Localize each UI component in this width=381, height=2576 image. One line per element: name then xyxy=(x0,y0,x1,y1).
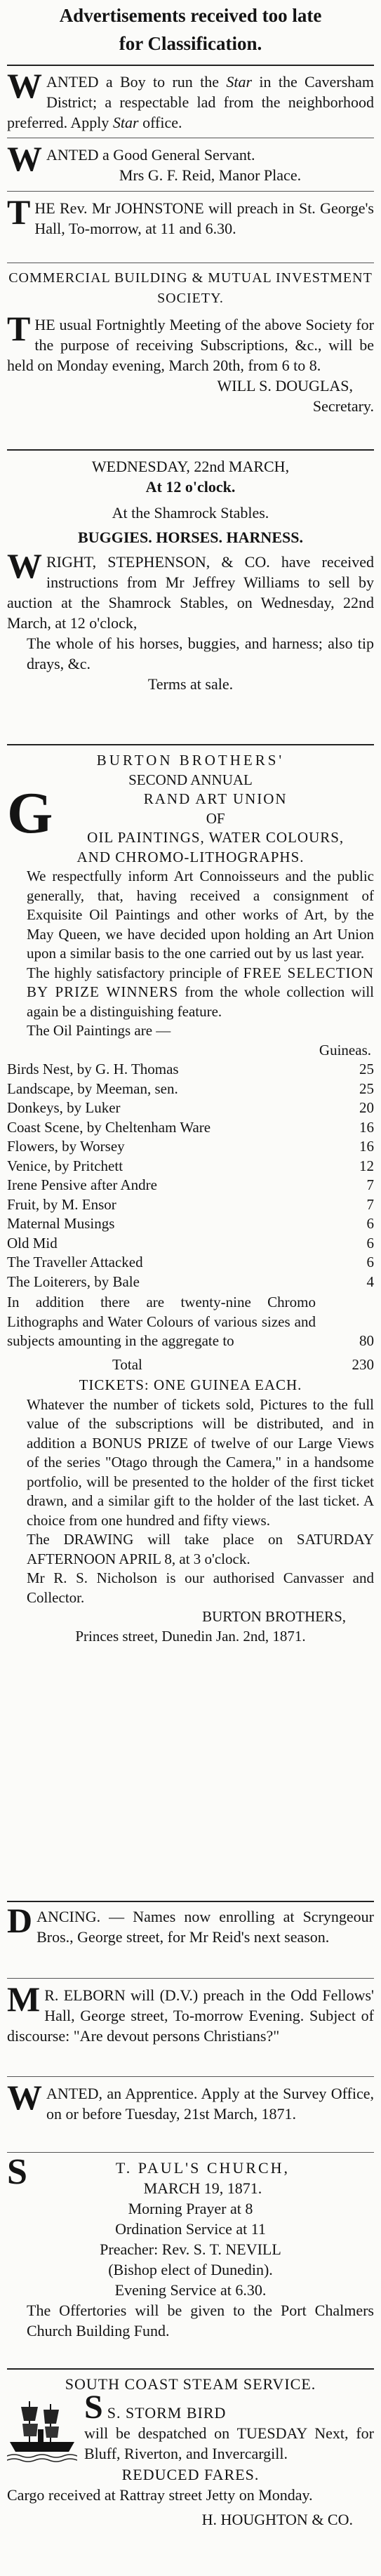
signature: WILL S. DOUGLAS, xyxy=(217,377,353,394)
divider xyxy=(7,1978,374,1979)
address: Princes street, Dunedin Jan. 2nd, 1871. xyxy=(75,1627,306,1645)
price-row xyxy=(7,1137,374,1157)
item-value: 25 xyxy=(359,1080,374,1097)
ad-wanted-boy xyxy=(7,66,375,133)
service-line: Ordination Service at 11 xyxy=(115,2220,266,2238)
auction-time: At 12 o'clock. xyxy=(145,478,236,496)
header-line-2: for Classification. xyxy=(119,33,262,54)
ad-text: office. xyxy=(142,114,182,131)
ad-text: R. ELBORN will (D.V.) preach in the Odd Fellows' Hall, George street, To-morrow Evening. Subject of discourse: "Are devout persons Christians?" xyxy=(7,1986,374,2045)
item-value: 16 xyxy=(359,1118,374,1136)
item-value: 7 xyxy=(366,1176,374,1193)
item-name: Venice, by Pritchett xyxy=(7,1157,123,1174)
service-line: (Bishop elect of Dunedin). xyxy=(108,2261,273,2278)
price-row xyxy=(7,1060,374,1080)
price-row xyxy=(7,1234,374,1254)
ad-title: BURTON BROTHERS' xyxy=(96,752,285,769)
divider xyxy=(7,2368,374,2370)
divider xyxy=(7,449,374,451)
ad-wanted-servant xyxy=(7,139,374,185)
item-name: Maternal Musings xyxy=(7,1215,115,1232)
signature: BURTON BROTHERS, xyxy=(202,1608,346,1625)
ad-text: ANTED a Good General Servant. xyxy=(46,146,255,164)
drop-cap: M xyxy=(7,1979,41,2019)
ad-text: ANCING. — Names now enrolling at Scryngeour Bros., George street, for Mr Reid's next season. xyxy=(36,1908,374,1946)
ad-text: Cargo received at Rattray street Jetty on Monday. xyxy=(7,2486,313,2504)
ad-text: The Oil Paintings are — xyxy=(27,1022,171,1039)
ad-text: ANTED, an Apprentice. Apply at the Survey Office, on or before Tuesday, 21st March, 1871. xyxy=(46,2085,374,2123)
drop-cap: T xyxy=(7,309,31,348)
signature: H. HOUGHTON & CO. xyxy=(201,2511,353,2528)
auction-heading: BUGGIES. HORSES. HARNESS. xyxy=(78,529,303,546)
ad-title: SOUTH COAST STEAM SERVICE. xyxy=(65,2375,316,2393)
item-name: Flowers, by Worsey xyxy=(7,1138,125,1155)
divider xyxy=(7,65,374,66)
item-name: Birds Nest, by G. H. Thomas xyxy=(7,1061,179,1077)
drop-cap: S xyxy=(84,2389,103,2426)
total-label: Total xyxy=(112,1355,142,1373)
ad-title: AND CHROMO-LITHOGRAPHS. xyxy=(76,848,305,865)
drop-cap: W xyxy=(7,139,42,178)
total-value: 230 xyxy=(352,1355,374,1373)
guineas-header: Guineas. xyxy=(319,1041,371,1058)
item-value: 6 xyxy=(366,1254,374,1270)
item-name: Coast Scene, by Cheltenham Ware xyxy=(7,1118,211,1136)
ad-title: T. PAUL'S CHURCH, xyxy=(115,2159,290,2177)
steamship-icon xyxy=(7,2397,77,2464)
ad-text: will be despatched on TUESDAY Next, for Bluff, Riverton, and Invercargill. xyxy=(84,2424,374,2462)
ad-title: OIL PAINTINGS, WATER COLOURS, xyxy=(87,829,345,846)
price-row xyxy=(7,1098,374,1118)
ad-title: RAND ART UNION xyxy=(143,790,288,807)
drop-cap: T xyxy=(7,192,31,232)
ad-text: Whatever the number of tickets sold, Pictures to the full value of the subscriptions will be distributed, and in addition a BONUS PRIZE of twelve of our Large Views of the series "Otago through the Camera," in a handsome portfolio, will be presented to the holder of the first ticket drawn, and a similar gift to the holder of the last ticket. A choice from one hundred and fifty views. xyxy=(27,1395,374,1529)
ad-text: ANTED a Boy to run the xyxy=(46,73,219,91)
item-value: 25 xyxy=(359,1061,374,1077)
ad-apprentice xyxy=(7,2078,374,2124)
ad-text: The DRAWING will take place on SATURDAY AFTERNOON APRIL 8, at 3 o'clock. xyxy=(27,1531,374,1567)
item-value: 20 xyxy=(359,1099,374,1116)
ad-auction xyxy=(7,456,374,694)
ad-building-society xyxy=(7,268,374,416)
item-name: Irene Pensive after Andre xyxy=(7,1176,157,1193)
ad-text: HE Rev. Mr JOHNSTONE will preach in St. George's Hall, To-morrow, at 11 and 6.30. xyxy=(34,199,374,237)
drop-cap: W xyxy=(7,2078,42,2117)
item-name: Fruit, by M. Ensor xyxy=(7,1195,116,1213)
classification-header xyxy=(7,1,374,58)
ad-dancing xyxy=(7,1901,374,1947)
ad-text: The whole of his horses, buggies, and harness; also tip drays, &c. xyxy=(27,635,374,672)
item-name: The Traveller Attacked xyxy=(7,1254,143,1270)
price-row xyxy=(7,1080,374,1099)
item-value: 12 xyxy=(359,1157,374,1174)
service-line: Preacher: Rev. S. T. NEVILL xyxy=(100,2240,281,2258)
drop-cap: W xyxy=(7,546,42,585)
ad-text: RIGHT, STEPHENSON, & CO. have received instructions from Mr Jeffrey Williams to sell by auction at the Shamrock Stables, on Wednesday, 22nd March, at 12 o'clock, xyxy=(7,553,374,632)
ad-st-pauls-church xyxy=(7,2152,374,2341)
divider xyxy=(7,1901,374,1902)
price-row xyxy=(7,1176,374,1195)
item-name: In addition there are twenty-nine Chromo Lithographs and Water Colours of various sizes and subjects amounting in the aggregate to xyxy=(7,1294,316,1349)
ad-title: OF xyxy=(206,809,225,827)
ad-steam-service xyxy=(7,2374,374,2530)
drop-cap: D xyxy=(7,1901,33,1940)
paper-name: Star xyxy=(112,114,139,131)
church-date: MARCH 19, 1871. xyxy=(143,2179,262,2197)
ad-text: HE usual Fortnightly Meeting of the above Society for the purpose of receiving Subscriptions, &c., will be held on Monday evening, March 20th, from 6 to 8. xyxy=(7,316,374,374)
ad-text: The highly satisfactory principle of xyxy=(27,964,239,981)
drop-cap: G xyxy=(7,781,53,846)
tickets-heading: TICKETS: ONE GUINEA EACH. xyxy=(79,1376,302,1393)
item-value: 80 xyxy=(359,1332,374,1349)
ad-title: COMMERCIAL BUILDING & MUTUAL INVESTMENT SOCIETY. xyxy=(8,270,373,306)
total-row xyxy=(7,1355,374,1375)
divider xyxy=(7,2076,374,2077)
price-row xyxy=(7,1253,374,1273)
header-line-1: Advertisements received too late xyxy=(59,5,322,26)
item-name: Landscape, by Meeman, sen. xyxy=(7,1080,178,1097)
item-value: 4 xyxy=(366,1273,374,1290)
ad-text: We respectfully inform Art Connoisseurs and the public generally, that, having received a consignment of Exquisite Oil Paintings and other works of Art, by the May Queen, we have decided upon holding an Art Union upon a similar basis to the one carried out by us last year. xyxy=(27,868,374,962)
drop-cap: S xyxy=(7,2152,27,2192)
ship-name: S. STORM BIRD xyxy=(107,2404,227,2422)
auction-date: WEDNESDAY, 22nd MARCH, xyxy=(91,458,290,475)
ad-art-union xyxy=(7,751,374,1646)
divider xyxy=(7,2152,374,2153)
price-row xyxy=(7,1273,374,1292)
price-row xyxy=(7,1293,374,1351)
price-list xyxy=(7,1060,374,1292)
service-line: Morning Prayer at 8 xyxy=(128,2200,253,2217)
ad-text: in the Caversham District; a respectable lad from the neighborhood preferred. Apply xyxy=(7,73,375,131)
item-value: 16 xyxy=(359,1138,374,1155)
auction-place: At the Shamrock Stables. xyxy=(112,504,269,522)
auction-terms: Terms at sale. xyxy=(147,675,234,693)
fares-heading: REDUCED FARES. xyxy=(121,2466,260,2483)
ad-text: FREE SELECTION BY PRIZE WINNERS xyxy=(27,964,374,1000)
ad-text: Mrs G. F. Reid, Manor Place. xyxy=(119,166,302,184)
ad-text: Mr R. S. Nicholson is our authorised Canvasser and Collector. xyxy=(27,1569,374,1606)
drop-cap: W xyxy=(7,66,42,105)
signature-role: Secretary. xyxy=(312,397,374,415)
ad-elborn xyxy=(7,1979,374,2046)
item-value: 7 xyxy=(366,1195,374,1213)
item-value: 6 xyxy=(366,1234,374,1252)
price-row xyxy=(7,1118,374,1138)
ad-text: The Offertories will be given to the Port Chalmers Church Building Fund. xyxy=(27,2302,374,2339)
divider xyxy=(7,744,374,745)
ad-johnstone xyxy=(7,192,374,239)
ad-subtitle: SECOND ANNUAL xyxy=(128,771,253,788)
price-row xyxy=(7,1157,374,1176)
price-row xyxy=(7,1214,374,1234)
item-name: The Loiterers, by Bale xyxy=(7,1273,140,1290)
paper-name: Star xyxy=(226,73,253,91)
item-value: 6 xyxy=(366,1215,374,1232)
divider xyxy=(7,191,374,192)
price-row xyxy=(7,1195,374,1215)
item-name: Donkeys, by Luker xyxy=(7,1099,121,1116)
ad-text: from the whole collection will again be a distinguishing feature. xyxy=(27,983,374,1020)
item-name: Old Mid xyxy=(7,1234,58,1252)
service-line: Evening Service at 6.30. xyxy=(114,2281,267,2299)
